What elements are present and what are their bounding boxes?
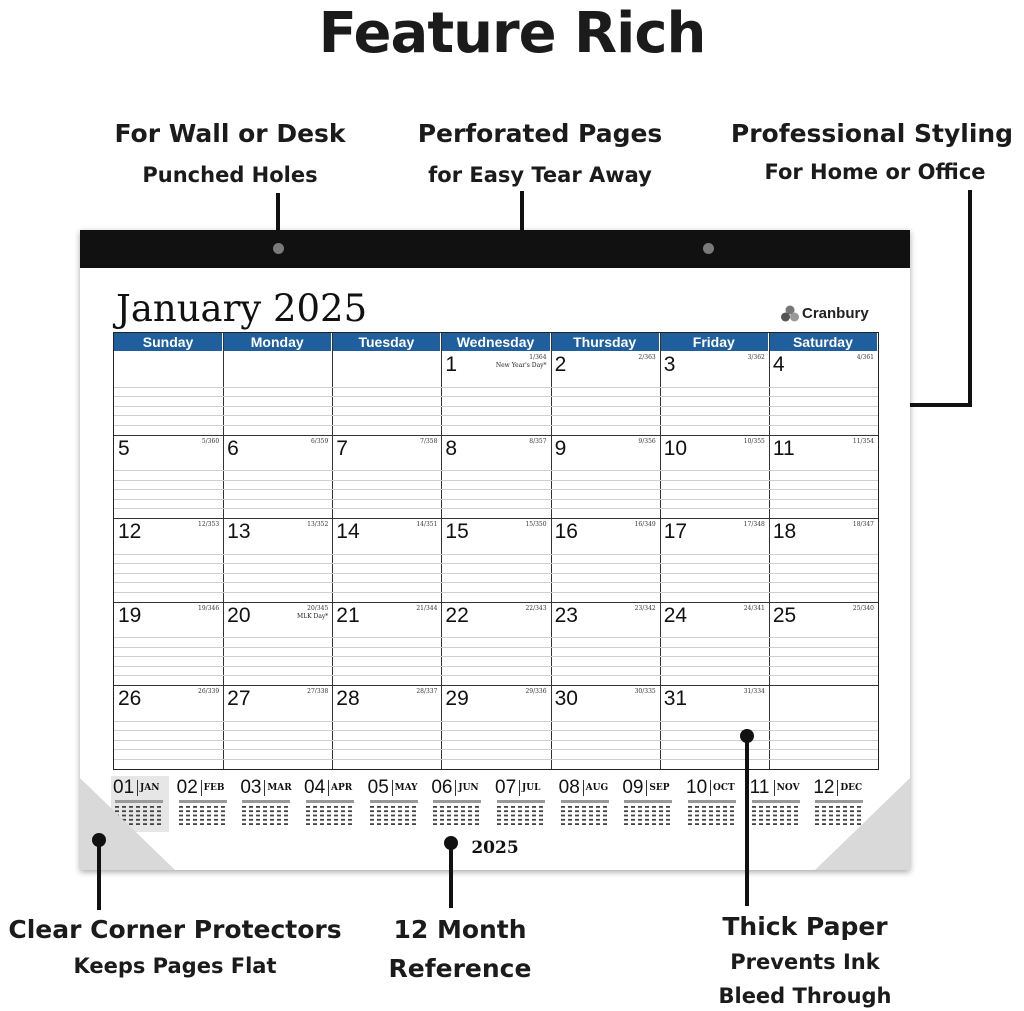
day-number: 31 bbox=[663, 687, 688, 711]
day-number: 28 bbox=[336, 687, 360, 711]
month-number: 02 bbox=[176, 777, 198, 798]
day-number: 27 bbox=[227, 687, 251, 711]
writing-line bbox=[114, 666, 878, 667]
column-divider bbox=[769, 333, 770, 769]
brand-name: Cranbury bbox=[802, 305, 869, 322]
month-grid bbox=[113, 332, 879, 770]
twelve-month-reference bbox=[113, 778, 877, 838]
holiday-label: MLK Day* bbox=[296, 612, 329, 620]
callout-corners-line bbox=[97, 840, 101, 910]
day-number: 25 bbox=[772, 603, 797, 627]
mini-month-grid bbox=[561, 800, 609, 828]
writing-line bbox=[114, 508, 878, 509]
day-of-year: 28/337 bbox=[416, 688, 438, 696]
day-of-year: 10/355 bbox=[743, 437, 765, 445]
day-of-year: 21/344 bbox=[416, 604, 438, 612]
writing-line bbox=[114, 582, 878, 583]
day-number: 7 bbox=[336, 436, 348, 460]
binding-bar bbox=[80, 230, 910, 268]
month-number: 12 bbox=[813, 777, 835, 798]
callout-styling-line bbox=[968, 190, 972, 407]
day-of-year: 8/357 bbox=[529, 437, 547, 445]
mini-month-grid bbox=[752, 800, 800, 828]
day-number: 24 bbox=[663, 603, 688, 627]
day-number: 20 bbox=[227, 603, 251, 627]
writing-line bbox=[114, 721, 878, 722]
month-number: 09 bbox=[622, 777, 644, 798]
day-of-year: 3/362 bbox=[747, 354, 765, 361]
day-number: 16 bbox=[554, 520, 578, 544]
callout-perforated-subtitle: for Easy Tear Away bbox=[428, 163, 652, 187]
writing-line bbox=[114, 563, 878, 564]
month-separator bbox=[392, 780, 393, 796]
day-number: 26 bbox=[118, 687, 142, 711]
day-of-year: 29/336 bbox=[525, 688, 547, 696]
writing-line bbox=[114, 656, 878, 657]
weekday-header: Thursday bbox=[551, 333, 659, 351]
day-number: 1 bbox=[445, 353, 458, 376]
day-of-year: 27/338 bbox=[307, 688, 329, 696]
day-number: 29 bbox=[445, 687, 469, 711]
writing-line bbox=[114, 554, 878, 555]
writing-line bbox=[114, 730, 878, 731]
month-separator bbox=[519, 780, 520, 796]
day-of-year: 30/335 bbox=[634, 688, 656, 696]
day-number: 5 bbox=[118, 436, 130, 460]
day-of-year: 11/354 bbox=[852, 437, 874, 445]
mini-month-grid bbox=[688, 800, 736, 828]
day-number: 17 bbox=[663, 520, 688, 544]
day-of-year: 26/339 bbox=[198, 688, 220, 696]
day-of-year: 6/359 bbox=[310, 437, 329, 445]
mini-month-grid bbox=[242, 800, 290, 828]
row-divider bbox=[114, 602, 878, 603]
writing-line bbox=[114, 647, 878, 648]
day-of-year: 17/348 bbox=[743, 521, 765, 529]
month-name: AUG bbox=[585, 783, 609, 793]
month-name: JUN bbox=[458, 783, 479, 793]
month-number: 11 bbox=[749, 777, 770, 798]
day-number: 9 bbox=[554, 436, 567, 460]
day-of-year: 1/364 bbox=[529, 354, 547, 361]
month-number: 06 bbox=[431, 777, 453, 798]
month-name: JAN bbox=[140, 783, 160, 793]
day-of-year: 14/351 bbox=[416, 521, 438, 529]
writing-line bbox=[114, 480, 878, 481]
day-number: 3 bbox=[663, 353, 676, 376]
day-number: 6 bbox=[227, 436, 239, 460]
callout-paper-title: Thick Paper bbox=[722, 912, 888, 941]
writing-line bbox=[114, 675, 878, 676]
reference-year: 2025 bbox=[471, 838, 519, 858]
column-divider bbox=[223, 333, 224, 769]
month-number: 08 bbox=[558, 777, 580, 798]
column-divider bbox=[660, 333, 661, 769]
day-of-year: 24/341 bbox=[743, 604, 765, 612]
day-number: 19 bbox=[118, 603, 142, 627]
day-of-year: 16/349 bbox=[634, 521, 656, 529]
corner-protector-left bbox=[80, 778, 175, 870]
callout-paper-line2: Prevents Ink bbox=[730, 950, 880, 974]
column-divider bbox=[332, 333, 333, 769]
weekday-header: Friday bbox=[660, 333, 768, 351]
weekday-header: Monday bbox=[223, 333, 331, 351]
month-separator bbox=[710, 780, 711, 796]
callout-holes-subtitle: Punched Holes bbox=[142, 163, 318, 187]
day-number: 4 bbox=[772, 353, 785, 376]
day-of-year: 5/360 bbox=[201, 437, 220, 445]
day-number: 30 bbox=[554, 687, 578, 711]
writing-line bbox=[114, 759, 878, 760]
month-name: FEB bbox=[203, 783, 225, 793]
row-divider bbox=[114, 518, 878, 519]
desk-calendar bbox=[80, 230, 910, 870]
day-number: 2 bbox=[554, 353, 567, 376]
callout-holes-title: For Wall or Desk bbox=[114, 119, 346, 148]
month-separator bbox=[328, 780, 329, 796]
day-number: 23 bbox=[554, 603, 578, 627]
mini-month-grid bbox=[306, 800, 354, 828]
writing-line bbox=[114, 406, 878, 407]
day-of-year: 20/345 bbox=[307, 604, 329, 612]
writing-line bbox=[114, 573, 878, 574]
writing-line bbox=[114, 425, 878, 426]
mini-month-grid bbox=[433, 800, 481, 828]
day-of-year: 13/352 bbox=[307, 521, 329, 529]
writing-line bbox=[114, 387, 878, 388]
callout-paper-line3: Bleed Through bbox=[718, 984, 892, 1008]
month-title: January 2025 bbox=[116, 287, 368, 330]
month-name: DEC bbox=[840, 783, 863, 793]
day-number: 15 bbox=[445, 520, 469, 544]
row-divider bbox=[114, 435, 878, 436]
weekday-header: Tuesday bbox=[332, 333, 440, 351]
callout-perforated-title: Perforated Pages bbox=[417, 119, 663, 148]
month-name: MAY bbox=[394, 783, 418, 793]
month-separator bbox=[455, 780, 456, 796]
writing-line bbox=[114, 396, 878, 397]
day-number: 22 bbox=[445, 603, 469, 627]
callout-corners-subtitle: Keeps Pages Flat bbox=[73, 954, 277, 978]
row-divider bbox=[114, 685, 878, 686]
month-number: 05 bbox=[367, 777, 389, 798]
day-of-year: 22/343 bbox=[525, 604, 547, 612]
writing-line bbox=[114, 592, 878, 593]
writing-line bbox=[114, 499, 878, 500]
day-of-year: 18/347 bbox=[852, 521, 874, 529]
writing-line bbox=[114, 740, 878, 741]
month-number: 04 bbox=[304, 777, 326, 798]
day-number: 11 bbox=[772, 436, 795, 460]
day-of-year: 23/342 bbox=[634, 604, 656, 612]
day-of-year: 4/361 bbox=[856, 354, 874, 361]
column-divider bbox=[551, 333, 552, 769]
day-of-year: 19/346 bbox=[198, 604, 220, 612]
month-separator bbox=[201, 780, 202, 796]
writing-line bbox=[114, 749, 878, 750]
day-of-year: 2/363 bbox=[638, 354, 656, 361]
day-of-year: 31/334 bbox=[743, 688, 765, 696]
day-number: 14 bbox=[336, 520, 360, 544]
mini-month-grid bbox=[179, 800, 227, 828]
callout-reference-subtitle: Reference bbox=[388, 954, 532, 983]
month-separator bbox=[646, 780, 647, 796]
month-name: NOV bbox=[776, 783, 800, 793]
mini-month-grid bbox=[370, 800, 418, 828]
cranbury-logo-icon bbox=[780, 304, 800, 324]
day-of-year: 15/350 bbox=[525, 521, 547, 529]
month-separator bbox=[774, 780, 775, 796]
day-of-year: 7/358 bbox=[420, 437, 438, 445]
mini-month-grid bbox=[497, 800, 545, 828]
day-of-year: 12/353 bbox=[198, 521, 220, 529]
month-name: SEP bbox=[649, 783, 670, 793]
writing-line bbox=[114, 489, 878, 490]
mini-month-grid bbox=[624, 800, 672, 828]
day-number: 13 bbox=[227, 520, 251, 544]
writing-line bbox=[114, 637, 878, 638]
day-number: 8 bbox=[445, 436, 458, 460]
weekday-header: Wednesday bbox=[441, 333, 549, 351]
month-number: 03 bbox=[240, 777, 262, 798]
holiday-label: New Year's Day* bbox=[495, 362, 547, 369]
month-name: OCT bbox=[713, 783, 735, 793]
corner-protector-right bbox=[815, 778, 910, 870]
writing-line bbox=[114, 470, 878, 471]
weekday-header: Saturday bbox=[769, 333, 877, 351]
day-number: 10 bbox=[663, 436, 688, 460]
day-of-year: 25/340 bbox=[852, 604, 874, 612]
callout-reference-title: 12 Month bbox=[393, 915, 527, 944]
punched-hole-right bbox=[703, 243, 714, 254]
punched-hole-left bbox=[273, 243, 284, 254]
writing-line bbox=[114, 415, 878, 416]
month-name: JUL bbox=[522, 783, 541, 793]
day-number: 21 bbox=[336, 603, 360, 627]
weekday-header: Sunday bbox=[114, 333, 222, 351]
page-headline: Feature Rich bbox=[318, 1, 706, 66]
callout-styling-subtitle: For Home or Office bbox=[764, 160, 986, 184]
day-of-year: 9/356 bbox=[638, 437, 656, 445]
day-number: 18 bbox=[772, 520, 797, 544]
callout-styling-title: Professional Styling bbox=[730, 119, 1014, 148]
month-number: 01 bbox=[113, 777, 135, 798]
month-separator bbox=[583, 780, 584, 796]
column-divider bbox=[441, 333, 442, 769]
callout-paper-line bbox=[745, 736, 749, 906]
day-number: 12 bbox=[118, 520, 142, 544]
month-number: 07 bbox=[495, 777, 517, 798]
callout-corners-title: Clear Corner Protectors bbox=[8, 915, 342, 944]
month-number: 10 bbox=[686, 777, 708, 798]
month-name: APR bbox=[331, 783, 353, 793]
month-name: MAR bbox=[267, 783, 292, 793]
month-separator bbox=[264, 780, 265, 796]
callout-reference-line bbox=[449, 843, 453, 908]
